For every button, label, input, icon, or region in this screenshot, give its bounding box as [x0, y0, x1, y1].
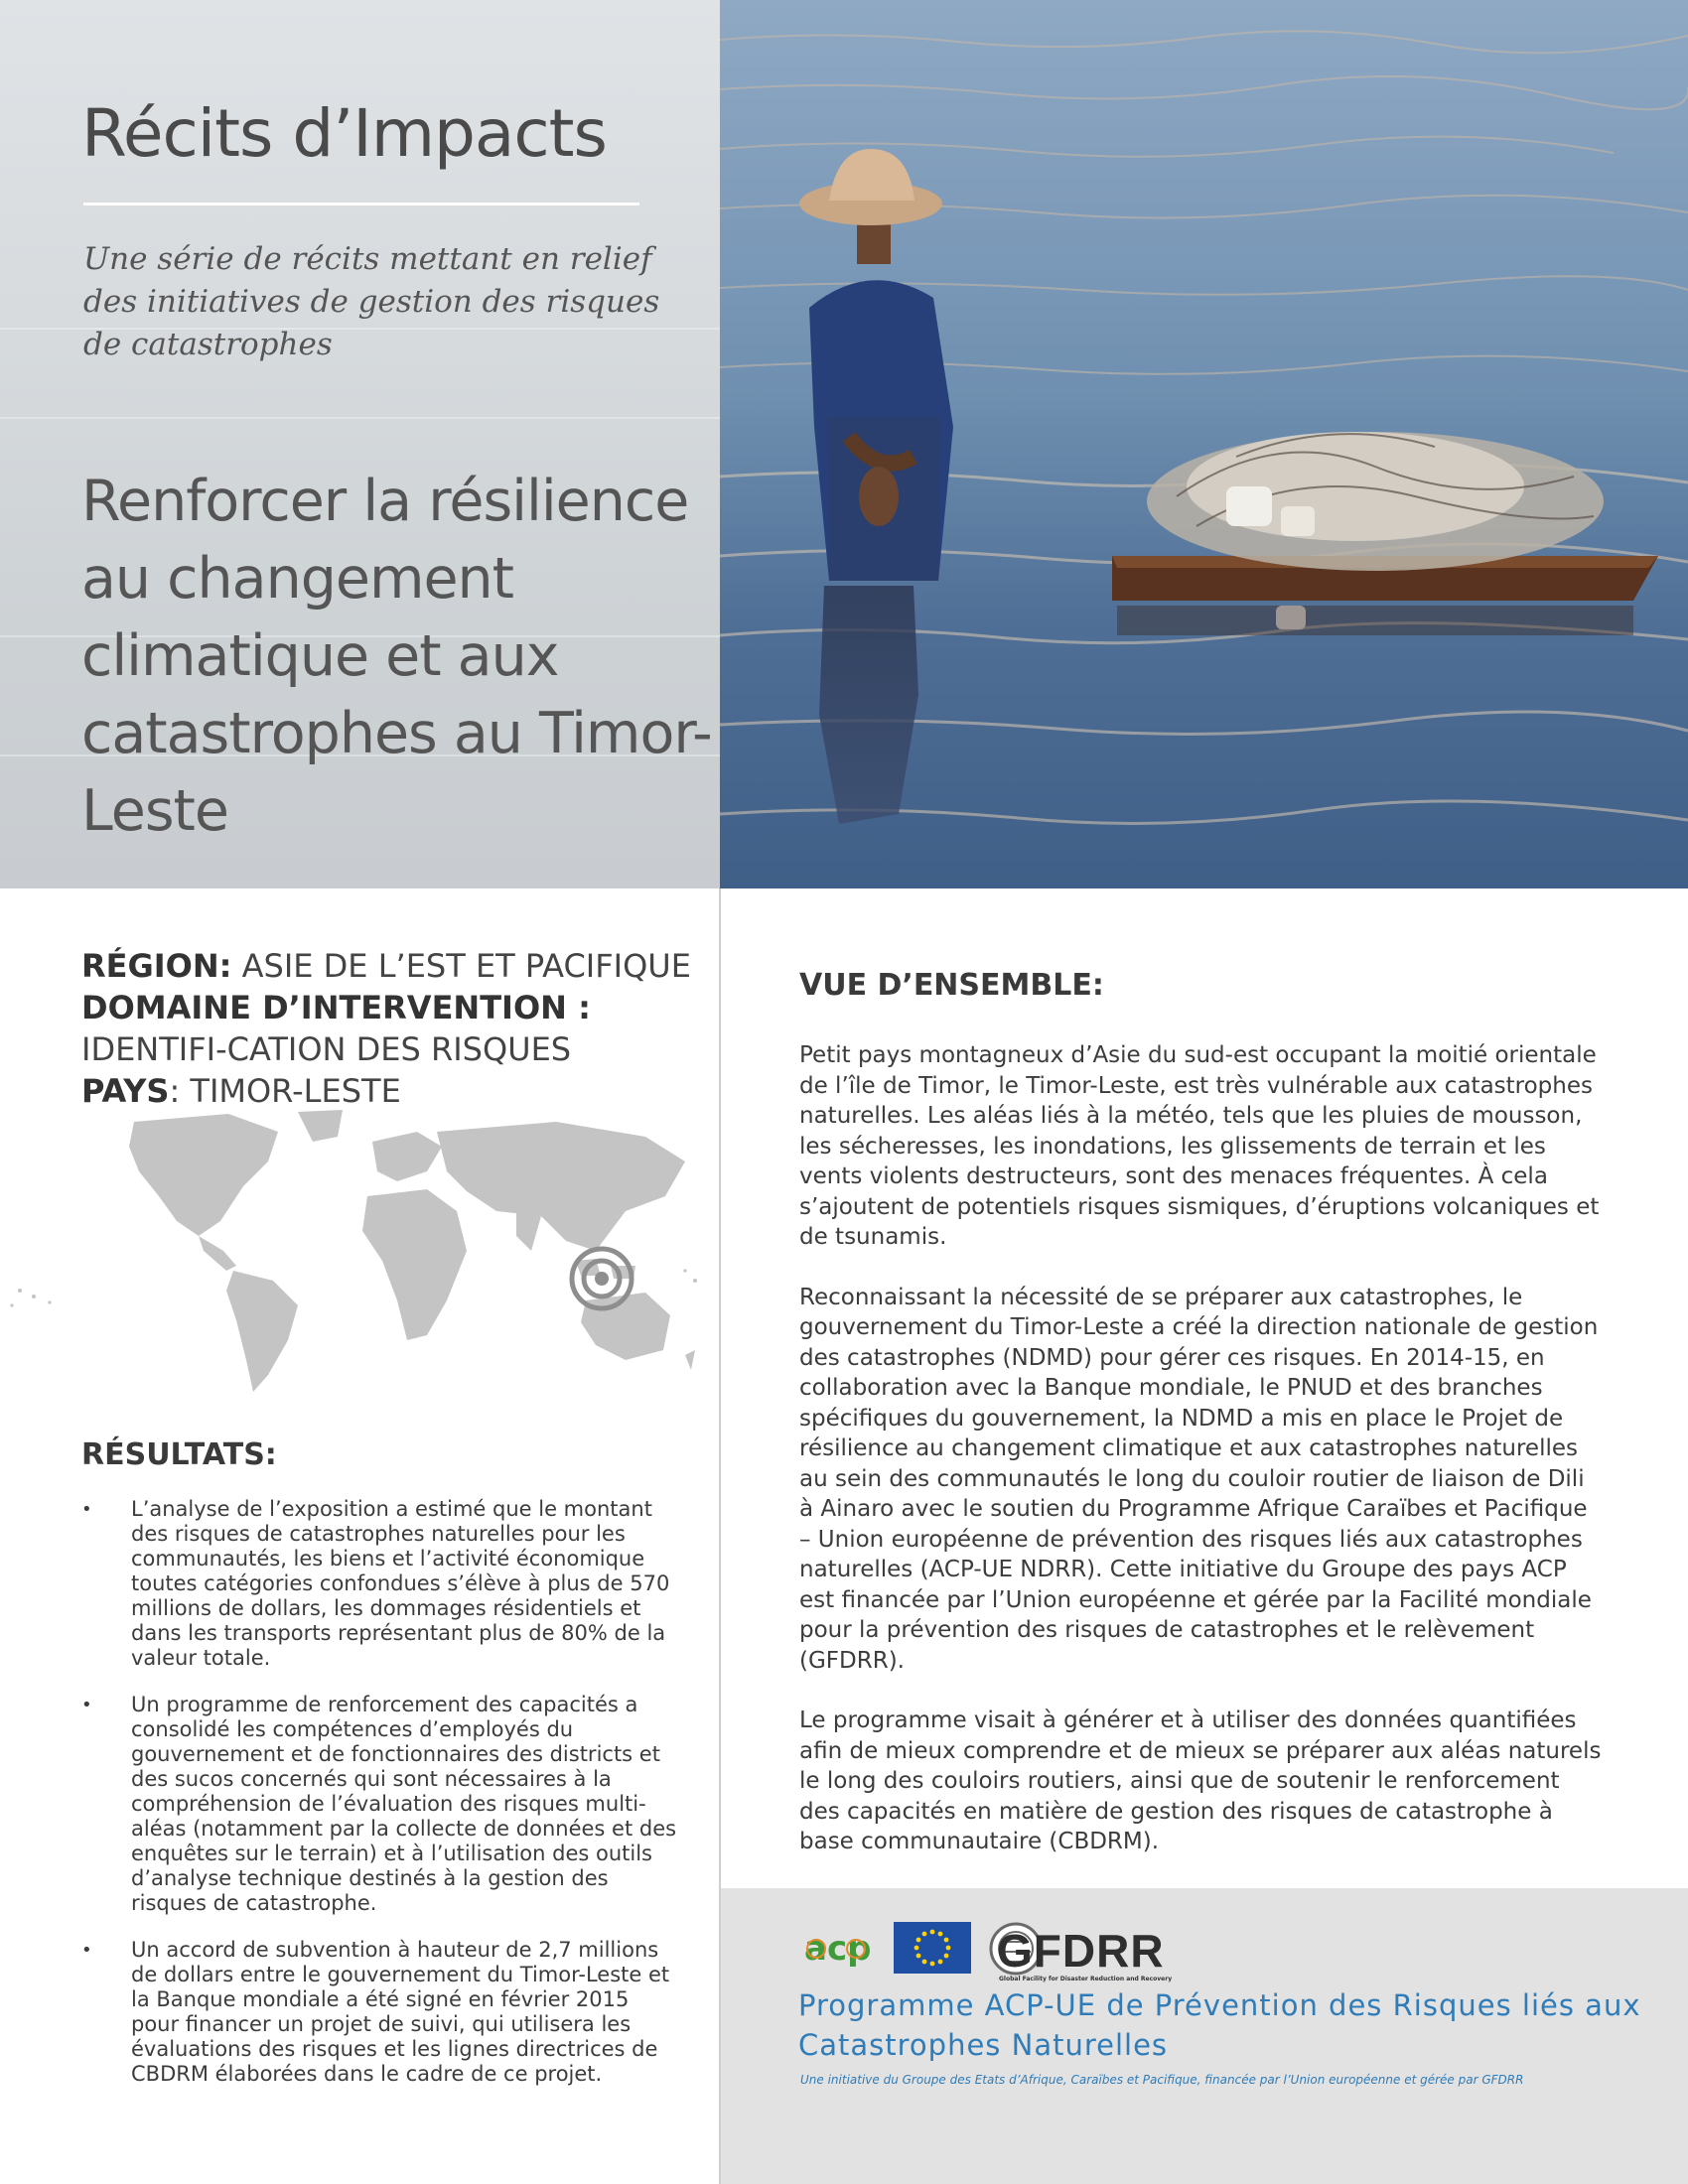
overview-body — [799, 1040, 1604, 1887]
overview-heading: VUE D’ENSEMBLE: — [799, 968, 1104, 1003]
hero-banner — [0, 0, 1688, 888]
svg-text:acp: acp — [804, 1929, 872, 1969]
overview-paragraph-2: Reconnaissant la nécessité de se préparer aux catastrophes, le gouvernement du Timor-Leste a créé la direction nationale de gestion des catastrophes (NDMD) pour gérer ces risques. En 2014-15, en collaboration avec la Banque mondiale, le PNUD et des branches spécifiques du gouvernement, la NDMD a mis en place le Projet de résilience au changement climatique et aux catastrophes naturelles au sein des communautés le long du couloir routier de liaison de Dili à Ainaro avec le soutien du Programme Afrique Caraïbes et Pacifique – Union européenne de prévention des risques liés aux catastrophes naturelles (ACP-UE NDRR). Cette initiative du Groupe des pays ACP est financée par l’Union européenne et gérée par la Facilité mondiale pour la prévention des risques de catastrophes et le relèvement (GFDRR). — [799, 1284, 1599, 1674]
story-title: Renforcer la résilience au changement climatique et aux catastrophes au Timor-Leste — [81, 469, 712, 844]
result-item-3: • Un accord de subvention à hauteur de 2,7 millions de dollars entre le gouvernement du Timor-Leste et la Banque mondiale a été signé en février 2015 pour financer un projet de suivi, qui utilisera les évaluations des risques et les lignes directrices de CBDRM élaborées dans le cadre de ce projet. — [81, 1938, 677, 2087]
country-label: PAYS — [81, 1072, 170, 1110]
program-footer — [721, 1888, 1688, 2184]
acp-logo — [800, 1922, 872, 1974]
overview-paragraph-1: Petit pays montagneux d’Asie du sud-est occupant la moitié orientale de l’île de Timor, le Timor-Leste, est très vulnérable aux catastrophes naturelles. Les aléas liés à la météo, tels que les pluies de mousson, les sécheresses, les inondations, les glissements de terrain et les vents violents destructeurs, sont des menaces fréquentes. À cela s’ajoutent de potentiels risques sismiques, d’éruptions volcaniques et de tsunamis. — [799, 1042, 1600, 1250]
domain-line — [81, 987, 697, 1070]
hero-text-panel — [0, 0, 720, 888]
project-metadata — [81, 945, 697, 1112]
result-item-2: • Un programme de renforcement des capacités a consolidé les compétences d’employés du gouvernement et de fonctionnaires des districts et des sucos concernés qui sont nécessaires à la compréhension de l’évaluation des risques multi-aléas (notamment par la collecte de données et des enquêtes sur le terrain) et à l’utilisation des outils d’analyse technique destinés à la gestion des risques de catastrophe. — [81, 1693, 677, 1916]
gfdrr-wordmark: GFDRR — [997, 1925, 1165, 1977]
result-item-1: • L’analyse de l’exposition a estimé que le montant des risques de catastrophes naturelles pour les communautés, les biens et l’activité économique toutes catégories confondues s’élève à plus de 570 millions de dollars, les dommages résidentiels et dans les transports représentant plus de 80% de la valeur totale. — [81, 1497, 677, 1671]
results-heading: RÉSULTATS: — [81, 1437, 277, 1472]
region-value: ASIE DE L’EST ET PACIFIQUE — [241, 947, 691, 985]
series-tagline: Une série de récits mettant en relief des initiatives de gestion des risques de catastrophes — [83, 241, 660, 362]
world-map — [0, 1102, 705, 1400]
partner-logos — [800, 1922, 1396, 1981]
overview-paragraph-3: Le programme visait à générer et à utiliser des données quantifiées afin de mieux comprendre et de mieux se préparer aux aléas naturels le long des couloirs routiers, ainsi que de soutenir le renforcement des capacités en matière de gestion des risques de catastrophe à base communautaire (CBDRM). — [799, 1707, 1602, 1854]
title-underline — [83, 203, 639, 205]
region-label: RÉGION: — [81, 947, 232, 985]
hero-photo-fisherman — [720, 0, 1688, 888]
program-subtitle: Une initiative du Groupe des Etats d’Afrique, Caraïbes et Pacifique, financée par l’Union européenne et gérée par GFDRR — [800, 2073, 1524, 2087]
domain-value: IDENTIFI-CATION DES RISQUES — [81, 1030, 572, 1068]
water-texture — [0, 417, 720, 419]
eu-flag-logo — [894, 1922, 971, 1974]
program-title: Programme ACP-UE de Prévention des Risques liés aux Catastrophes Naturelles — [798, 1988, 1641, 2062]
country-value: : TIMOR-LESTE — [169, 1072, 401, 1110]
results-list — [81, 1497, 677, 2109]
region-line — [81, 945, 697, 987]
gfdrr-subtext: Global Facility for Disaster Reduction and Recovery — [999, 1976, 1173, 1982]
series-title: Récits d’Impacts — [81, 95, 607, 172]
domain-label: DOMAINE D’INTERVENTION : — [81, 989, 591, 1026]
